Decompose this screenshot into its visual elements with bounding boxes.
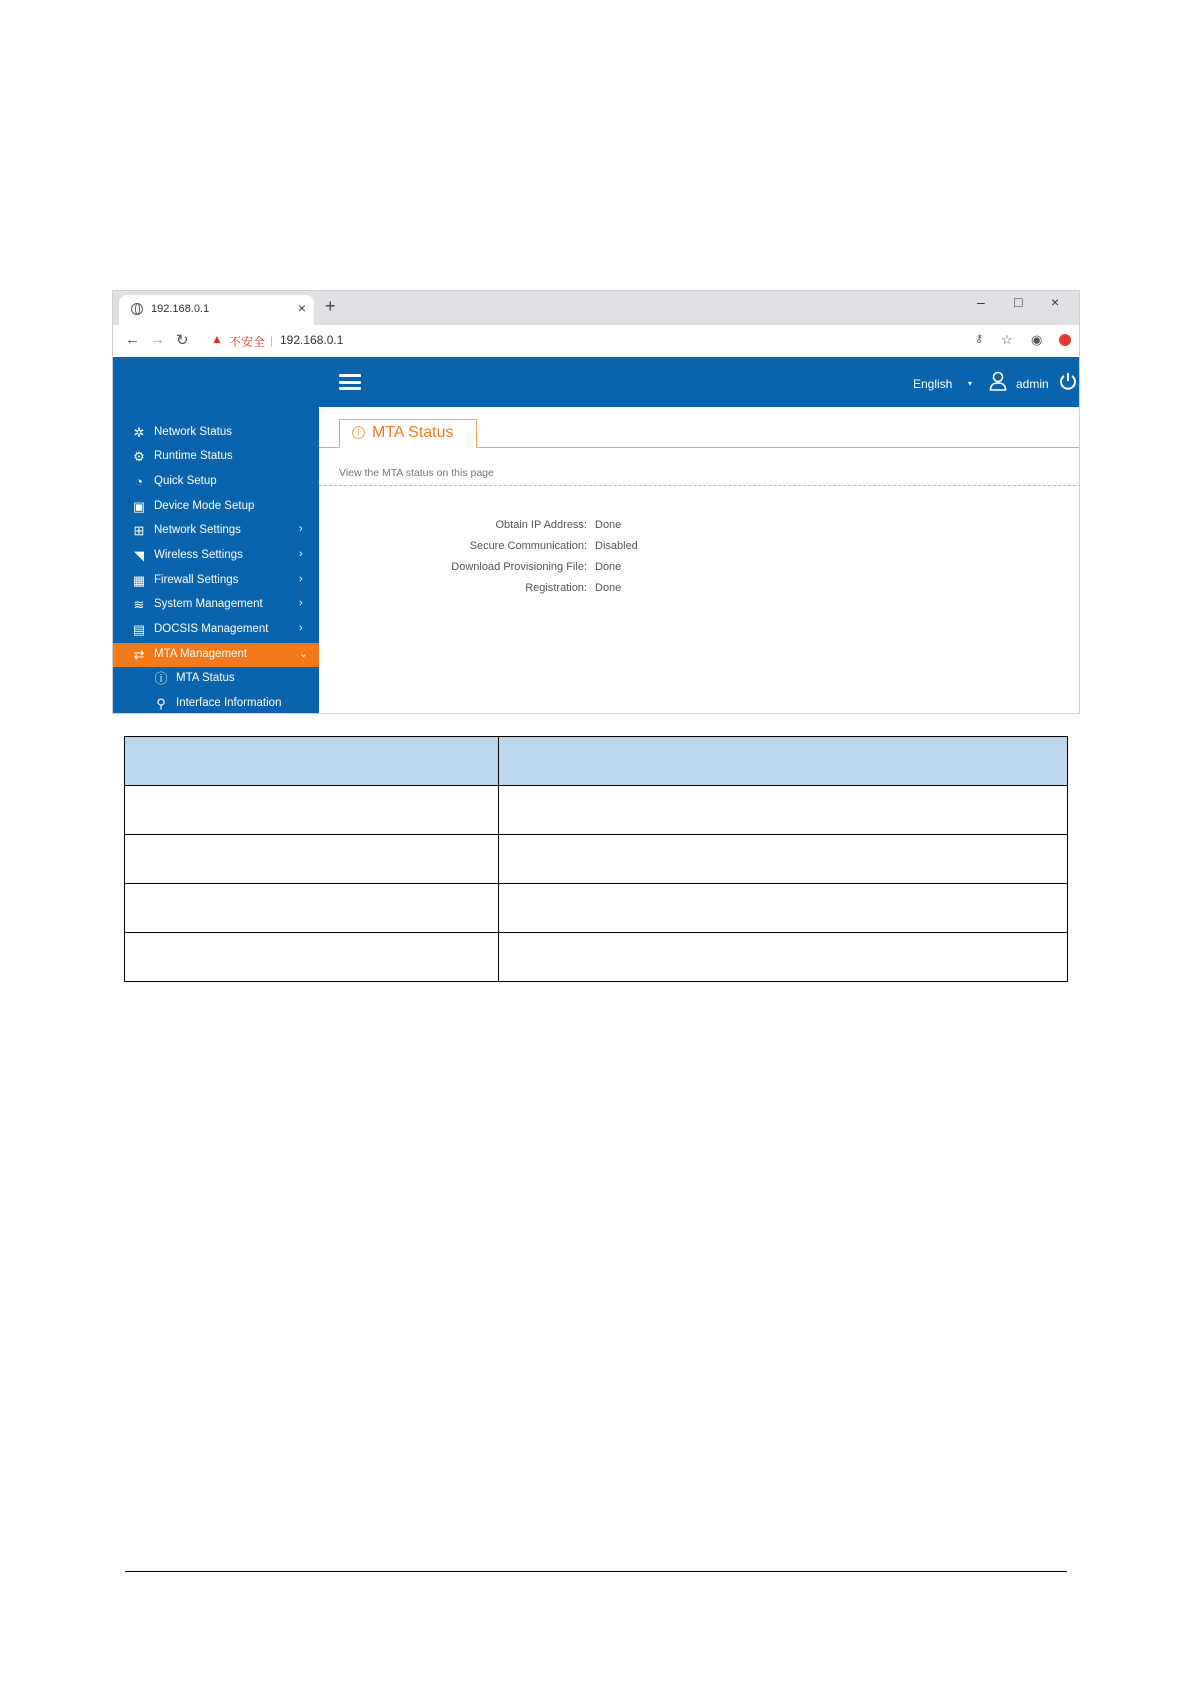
status-value: Done bbox=[595, 561, 622, 573]
sidebar-item-wireless-settings[interactable] bbox=[113, 544, 319, 568]
status-row bbox=[319, 582, 1080, 600]
security-label[interactable]: 不安全 bbox=[229, 335, 266, 349]
firewall-icon: ▦ bbox=[132, 573, 146, 588]
sidebar bbox=[113, 407, 319, 714]
sidebar-item-label: MTA Status bbox=[176, 672, 235, 684]
sidebar-item-label: Device Mode Setup bbox=[154, 500, 255, 512]
sidebar-item-label: DOCSIS Management bbox=[154, 623, 269, 635]
sidebar-item-label: Network Settings bbox=[154, 524, 241, 536]
sidebar-item-mta-management[interactable] bbox=[113, 643, 319, 667]
app-header bbox=[113, 357, 1079, 407]
globe-icon bbox=[131, 303, 143, 315]
sidebar-item-docsis-management[interactable] bbox=[113, 618, 319, 642]
wireless-icon: ◥ bbox=[134, 548, 144, 563]
table-cell bbox=[125, 786, 499, 835]
chevron-down-icon[interactable]: ▾ bbox=[968, 379, 973, 388]
status-label: Download Provisioning File: bbox=[451, 561, 587, 573]
sidebar-item-device-mode-setup[interactable] bbox=[113, 495, 319, 519]
chevron-right-icon: › bbox=[299, 597, 303, 609]
docsis-icon: ▤ bbox=[132, 622, 146, 637]
user-icon[interactable] bbox=[989, 371, 1007, 391]
table-row bbox=[125, 884, 1068, 933]
table-cell bbox=[499, 933, 1068, 982]
forward-button[interactable]: → bbox=[150, 331, 165, 348]
language-select[interactable]: English bbox=[913, 377, 953, 391]
table-cell bbox=[499, 835, 1068, 884]
chevron-right-icon: › bbox=[299, 622, 303, 634]
status-row bbox=[319, 519, 1080, 537]
sidebar-item-label: Firewall Settings bbox=[154, 574, 239, 586]
key-icon[interactable]: ⚷ bbox=[975, 333, 984, 345]
status-label: Obtain IP Address: bbox=[495, 519, 587, 531]
status-value: Done bbox=[595, 582, 622, 594]
chevron-down-icon: ⌄ bbox=[299, 648, 309, 660]
table-header-cell bbox=[125, 737, 499, 786]
main-content bbox=[319, 407, 1080, 714]
sidebar-item-network-status[interactable] bbox=[113, 421, 319, 445]
sidebar-item-firewall-settings[interactable] bbox=[113, 569, 319, 593]
table-header-row bbox=[125, 737, 1068, 786]
chevron-right-icon: › bbox=[299, 573, 303, 585]
table-header-cell bbox=[499, 737, 1068, 786]
url-separator: | bbox=[270, 333, 274, 347]
network-status-icon: ✲ bbox=[133, 425, 145, 440]
reload-button[interactable]: ↻ bbox=[176, 332, 189, 349]
sidebar-item-label: Wireless Settings bbox=[154, 549, 243, 561]
sidebar-item-label: Quick Setup bbox=[154, 475, 217, 487]
sidebar-item-label: System Management bbox=[154, 598, 263, 610]
status-value: Disabled bbox=[595, 540, 638, 552]
url-field[interactable]: 192.168.0.1 bbox=[280, 333, 344, 347]
tab-title: 192.168.0.1 bbox=[151, 303, 210, 315]
status-label: Secure Communication: bbox=[469, 540, 587, 552]
chevron-right-icon: › bbox=[299, 523, 303, 535]
page-description: View the MTA status on this page bbox=[339, 467, 494, 479]
status-value: Done bbox=[595, 519, 622, 531]
status-row bbox=[319, 540, 1080, 558]
table-row bbox=[125, 786, 1068, 835]
browser-screenshot bbox=[112, 290, 1080, 714]
account-icon[interactable]: ◉ bbox=[1031, 332, 1043, 347]
tab-bar bbox=[113, 291, 1079, 325]
browser-tab[interactable] bbox=[119, 295, 314, 325]
mta-management-icon: ⇄ bbox=[133, 647, 145, 662]
chevron-right-icon: › bbox=[299, 548, 303, 560]
warning-icon: ▲ bbox=[211, 332, 223, 346]
window-close-button[interactable]: × bbox=[1051, 294, 1060, 310]
document-table bbox=[124, 736, 1068, 982]
sidebar-item-label: Network Status bbox=[154, 426, 232, 438]
page-title: MTA Status bbox=[372, 424, 454, 441]
back-button[interactable]: ← bbox=[125, 331, 140, 348]
status-row bbox=[319, 561, 1080, 579]
address-bar bbox=[113, 325, 1079, 358]
sidebar-item-label: Interface Information bbox=[176, 697, 282, 709]
minimize-button[interactable]: – bbox=[977, 294, 985, 310]
table-cell bbox=[125, 884, 499, 933]
network-settings-icon: ⊞ bbox=[133, 523, 145, 538]
table-cell bbox=[499, 884, 1068, 933]
menu-icon[interactable] bbox=[339, 374, 361, 390]
sidebar-item-quick-setup[interactable] bbox=[113, 470, 319, 494]
sidebar-item-label: Runtime Status bbox=[154, 450, 233, 462]
interface-info-icon: ⚲ bbox=[156, 696, 166, 711]
power-icon[interactable] bbox=[1058, 371, 1078, 391]
table-cell bbox=[125, 835, 499, 884]
device-mode-icon: ▣ bbox=[132, 499, 146, 514]
quick-setup-icon: ◔ bbox=[135, 474, 143, 489]
sidebar-subitem-mta-status[interactable] bbox=[113, 667, 319, 691]
tab-mta-status[interactable] bbox=[339, 419, 477, 449]
status-label: Registration: bbox=[525, 582, 587, 594]
table-row bbox=[125, 835, 1068, 884]
runtime-status-icon: ⚙ bbox=[133, 449, 145, 464]
table-cell bbox=[499, 786, 1068, 835]
table-cell bbox=[125, 933, 499, 982]
tab-close-icon[interactable]: × bbox=[297, 300, 306, 316]
sidebar-item-runtime-status[interactable] bbox=[113, 445, 319, 469]
star-icon[interactable]: ☆ bbox=[1001, 332, 1013, 347]
sidebar-item-label: MTA Management bbox=[154, 648, 248, 660]
sidebar-item-network-settings[interactable] bbox=[113, 519, 319, 543]
user-name[interactable]: admin bbox=[1016, 377, 1049, 391]
info-icon: i bbox=[352, 426, 365, 439]
divider bbox=[319, 485, 1080, 486]
new-tab-button[interactable]: + bbox=[325, 296, 336, 316]
system-management-icon: ≋ bbox=[133, 597, 145, 612]
maximize-button[interactable]: □ bbox=[1014, 294, 1023, 310]
sidebar-item-system-management[interactable] bbox=[113, 593, 319, 617]
opera-icon[interactable] bbox=[1059, 334, 1071, 346]
table-row bbox=[125, 933, 1068, 982]
info-circle-icon: ⓘ bbox=[154, 671, 168, 686]
footer-divider bbox=[125, 1571, 1067, 1572]
sidebar-subitem-interface-information[interactable] bbox=[113, 692, 319, 714]
